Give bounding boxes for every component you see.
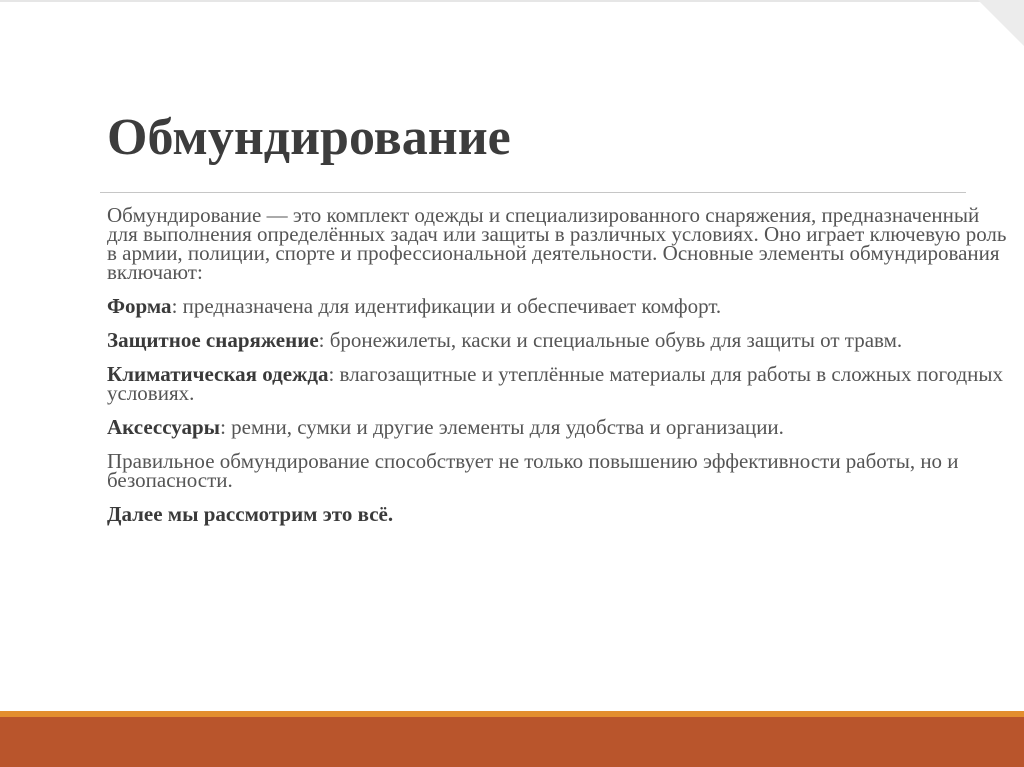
footer-band-rust [0,717,1024,767]
slide-body [107,203,1007,539]
closing-text: Далее мы рассмотрим это всё. [107,502,394,526]
slide-title: Обмундирование [107,109,511,166]
list-item-climate-clothing [107,362,1007,405]
item-term: Форма [107,294,172,318]
item-text: : ремни, сумки и другие элементы для удобства и организации. [220,415,784,439]
intro-paragraph: Обмундирование — это комплект одежды и специализированного снаряжения, предназначенный для выполнения определённых задач или защиты в различных условиях. Оно играет ключевую роль в армии, полиции, спорте и профессиональной деятельности. Основные элементы обмундирования включают: [107,203,1007,284]
item-term: Защитное снаряжение [107,328,319,352]
closing-line [107,502,1007,526]
item-text: : предназначена для идентификации и обеспечивает комфорт. [171,294,722,318]
list-item-accessories [107,415,1007,439]
top-edge [0,0,1024,2]
corner-fold [978,0,1024,46]
item-text: : бронежилеты, каски и специальные обувь для защиты от травм. [318,328,903,352]
item-text: : влагозащитные и утеплённые материалы для работы в сложных погодных условиях. [107,362,1004,405]
list-item-protective-gear [107,328,1007,352]
conclusion-paragraph: Правильное обмундирование способствует не только повышению эффективности работы, но и безопасности. [107,449,959,492]
list-item-form [107,294,1007,318]
item-term: Климатическая одежда [107,362,329,386]
item-term: Аксессуары [107,415,221,439]
title-divider [100,192,966,193]
